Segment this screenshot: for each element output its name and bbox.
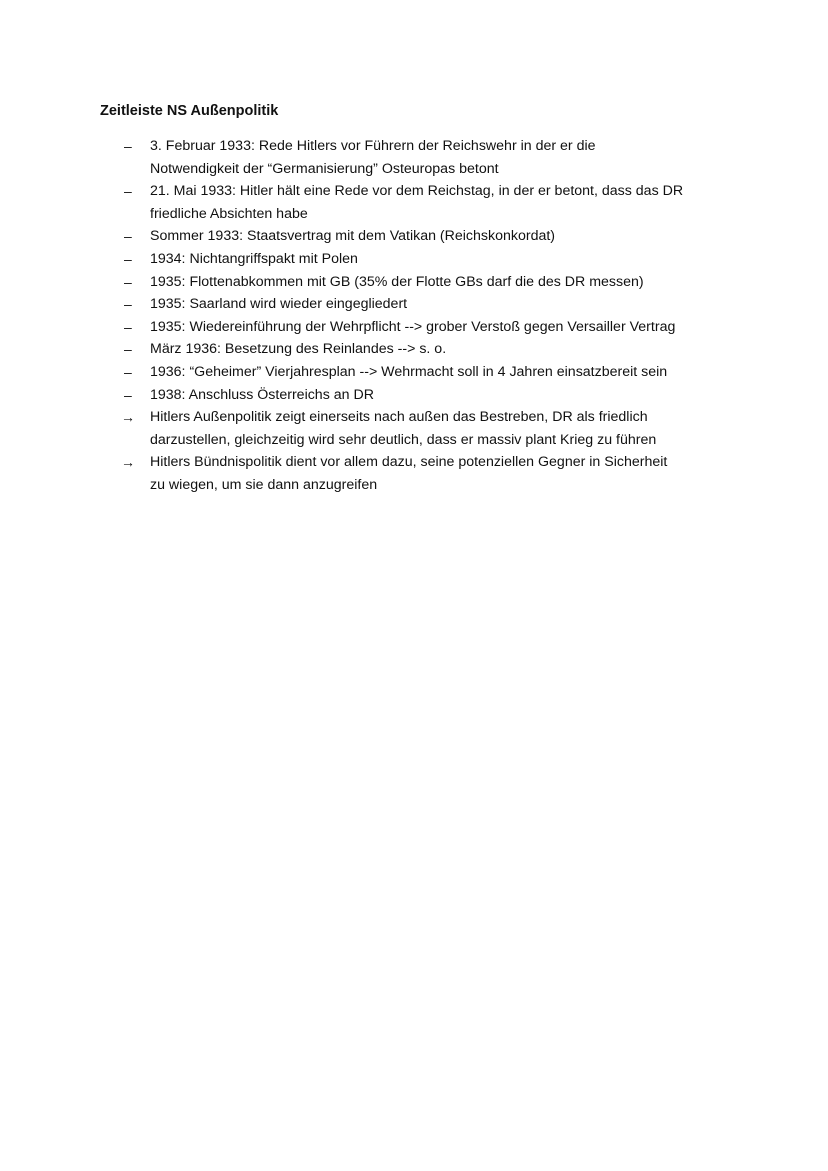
list-item — [121, 406, 761, 451]
list-item-text: 3. Februar 1933: Rede Hitlers vor Führern der Reichswehr in der er die Notwendigkeit der “Germanisierung” Osteuropas betont — [150, 138, 596, 177]
list-item-text: Hitlers Außenpolitik zeigt einerseits nach außen das Bestreben, DR als friedlich darzustellen, gleichzeitig wird sehr deutlich, dass er massiv plant Krieg zu führen — [150, 409, 657, 448]
list-item — [121, 248, 761, 271]
dash-bullet-icon: – — [124, 183, 132, 200]
list-item-text: 1935: Flottenabkommen mit GB (35% der Flotte GBs darf die des DR messen) — [150, 273, 644, 290]
list-item — [121, 180, 761, 225]
list-item-text: 1935: Saarland wird wieder eingegliedert — [150, 296, 408, 313]
document-title: Zeitleiste NS Außenpolitik — [100, 103, 279, 119]
list-item-text: Hitlers Bündnispolitik dient vor allem dazu, seine potenziellen Gegner in Sicherheit zu wiegen, um sie dann anzugreifen — [150, 454, 668, 493]
dash-bullet-icon: – — [124, 318, 132, 335]
dash-bullet-icon: – — [124, 138, 132, 154]
list-item-text: 1936: “Geheimer” Vierjahresplan --> Wehrmacht soll in 4 Jahren einsatzbereit sein — [150, 363, 668, 380]
list-item — [121, 225, 761, 248]
list-item-text: 21. Mai 1933: Hitler hält eine Rede vor dem Reichstag, in der er betont, dass das DR friedliche Absichten habe — [150, 183, 684, 222]
list-item-text: 1934: Nichtangriffspakt mit Polen — [150, 250, 358, 267]
list-item-text: 1935: Wiedereinführung der Wehrpflicht --> grober Verstoß gegen Versailler Vertrag — [150, 318, 676, 335]
list-item — [121, 316, 761, 339]
list-item — [121, 135, 761, 180]
arrow-right-icon: → — [121, 409, 135, 426]
list-item — [121, 271, 761, 294]
arrow-right-icon: → — [121, 454, 135, 471]
list-item-text: März 1936: Besetzung des Reinlandes --> s. o. — [150, 341, 447, 358]
dash-bullet-icon: – — [124, 341, 132, 358]
timeline-list — [121, 135, 761, 497]
list-item-text: Sommer 1933: Staatsvertrag mit dem Vatikan (Reichskonkordat) — [150, 228, 556, 245]
list-item — [121, 451, 761, 496]
list-item — [121, 384, 761, 407]
dash-bullet-icon: – — [124, 228, 132, 245]
dash-bullet-icon: – — [124, 250, 132, 267]
dash-bullet-icon: – — [124, 296, 132, 313]
list-item — [121, 293, 761, 316]
dash-bullet-icon: – — [124, 273, 132, 290]
dash-bullet-icon: – — [124, 386, 132, 403]
list-item-text: 1938: Anschluss Österreichs an DR — [150, 386, 374, 403]
dash-bullet-icon: – — [124, 363, 132, 380]
list-item — [121, 338, 761, 361]
list-item — [121, 361, 761, 384]
